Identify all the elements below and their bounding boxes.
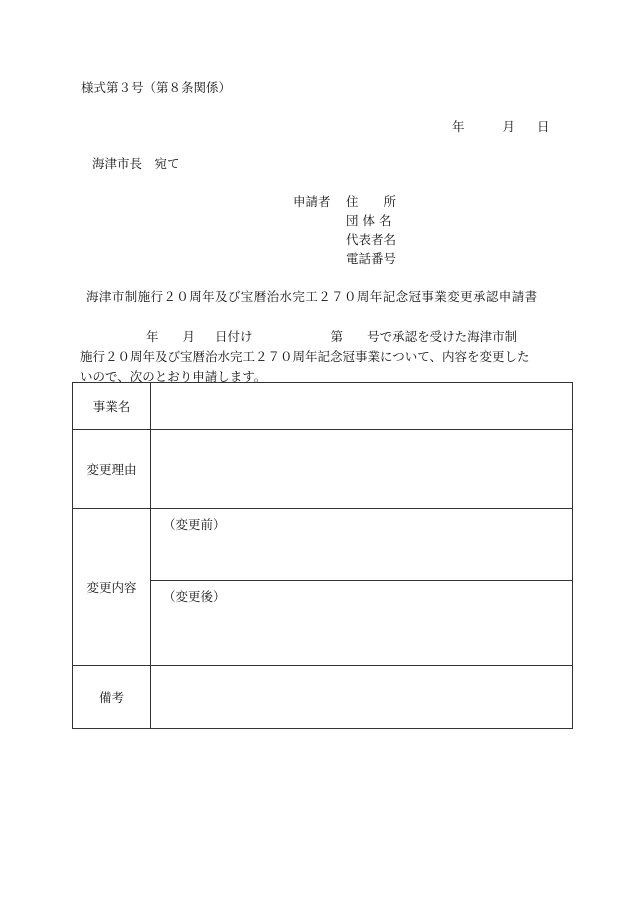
applicant-phone-label: 電話番号 [346,251,397,266]
project-name-cell[interactable] [151,383,573,430]
change-reason-label: 変更理由 [73,430,151,509]
statement-line-3: いので、次のとおり申請します。 [80,369,267,384]
change-after-label: （変更後） [163,589,226,604]
date-day: 日 [537,119,550,134]
change-reason-row [73,430,573,509]
remarks-label: 備考 [73,666,151,729]
statement-dated: 日付け [215,329,253,344]
change-reason-cell[interactable] [151,430,573,509]
applicant-address-label: 住 所 [346,194,397,209]
statement-line-2: 施行２０周年及び宝暦治水完工２７０周年記念冠事業について、内容を変更した [80,349,530,364]
change-content-label: 変更内容 [73,509,151,666]
date-year: 年 [452,119,465,134]
addressee: 海津市長 宛て [92,156,180,171]
statement-number: 第 [330,329,344,344]
change-before-label: （変更前） [163,517,226,532]
application-form-table [72,382,573,729]
document-title: 海津市制施行２０周年及び宝暦治水完工２７０周年記念冠事業変更承認申請書 [86,289,538,304]
remarks-cell[interactable] [151,666,573,729]
applicant-organization-label: 団 体 名 [346,213,392,228]
application-statement [80,327,562,387]
project-name-label: 事業名 [73,383,151,430]
date-month: 月 [502,119,516,134]
statement-month: 月 [182,329,196,344]
remarks-row [73,666,573,729]
statement-year: 年 [146,329,159,344]
applicant-fields [346,196,396,272]
applicant-label: 申請者 [293,194,331,209]
project-name-row [73,383,573,430]
change-after-cell[interactable] [151,581,572,653]
form-number: 様式第３号（第８条関係） [81,80,232,95]
change-before-cell[interactable] [151,509,572,581]
statement-line-1 [80,327,562,347]
statement-approved: 号で承認を受けた海津市制 [367,329,518,344]
change-content-row [73,509,573,666]
change-content-cell [151,509,573,666]
date-line [452,121,550,134]
applicant-representative-label: 代表者名 [346,232,397,247]
